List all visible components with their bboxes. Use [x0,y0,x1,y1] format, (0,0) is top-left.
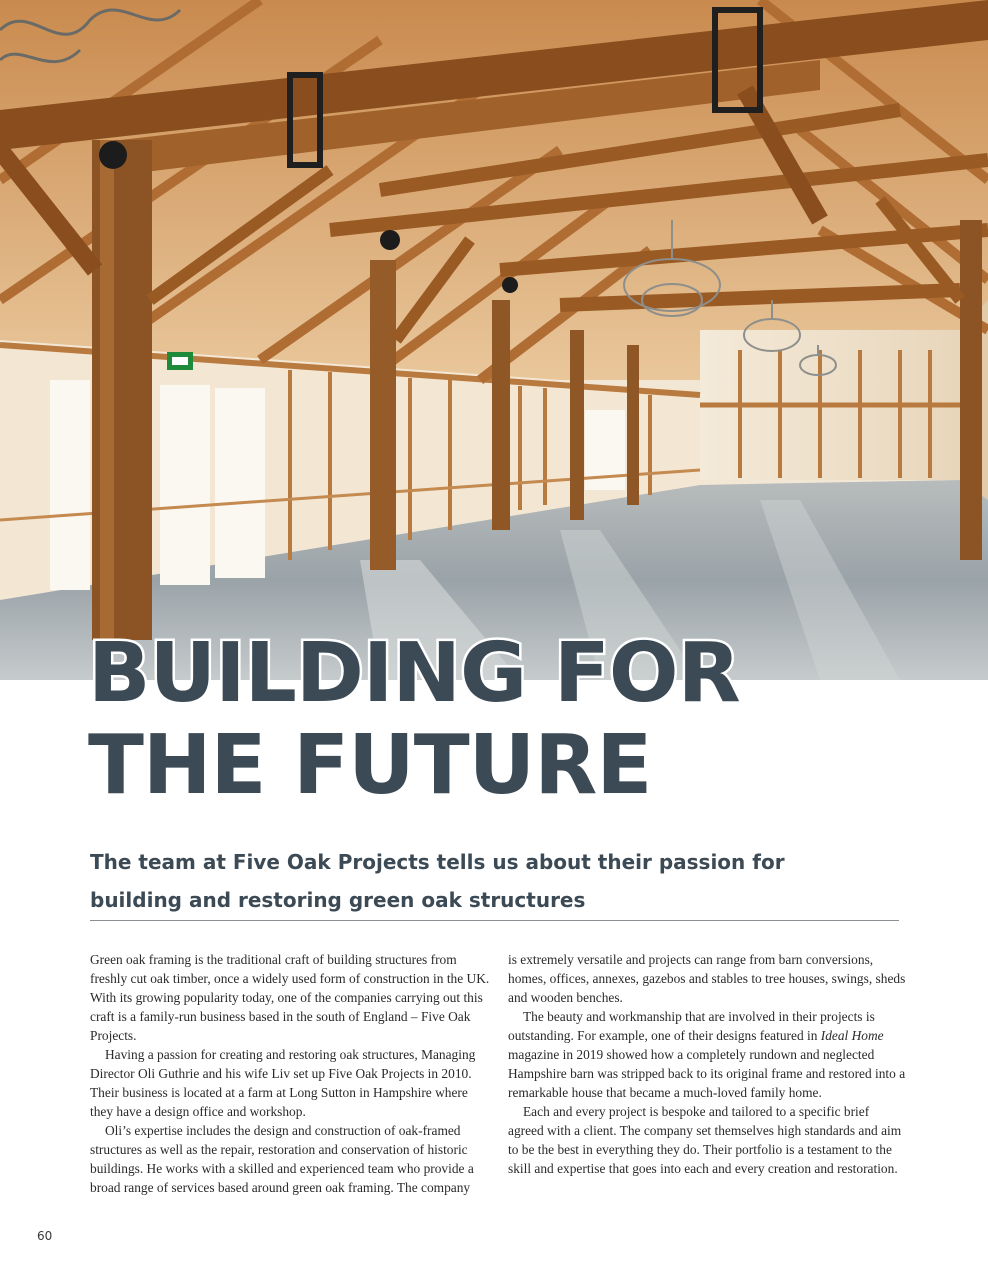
paragraph [508,1007,908,1102]
headline-line-2: THE FUTURE [88,718,652,813]
standfirst: The team at Five Oak Projects tells us about their passion for building and restoring green oak structures [90,850,785,912]
paragraph: is extremely versatile and projects can range from barn conversions, homes, offices, annexes, gazebos and stables to tree houses, swings, sheds and wooden benches. [508,952,906,1005]
headline [88,628,740,812]
body-column-right [508,950,908,1178]
page-number: 60 [37,1229,53,1243]
headline-line-1: BUILDING FOR [88,626,740,721]
paragraph: Having a passion for creating and restoring oak structures, Managing Director Oli Guthrie and his wife Liv set up Five Oak Projects in 2010. Their business is located at a farm at Long Sutton in Hampshire where they have a design office and workshop. [90,1047,476,1119]
body-column-left [90,950,490,1197]
paragraph: Oli’s expertise includes the design and construction of oak-framed structures as well as the repair, restoration and conservation of historic buildings. He works with a skilled and experienced team who provide a broad range of services based around green oak framing. The company [90,1123,474,1195]
paragraph: Green oak framing is the traditional craft of building structures from freshly cut oak timber, once a widely used form of construction in the UK. With its growing popularity today, one of the companies carrying out this craft is a family-run business based in the south of England – Five Oak Projects. [90,952,490,1043]
divider-rule [90,920,899,921]
magazine-title: Ideal Home [820,1028,884,1043]
paragraph-text: The beauty and workmanship that are involved in their projects is outstanding. For example, one of their designs featured in [508,1009,875,1043]
paragraph-text: magazine in 2019 showed how a completely rundown and neglected Hampshire barn was stripped back to its original frame and restored into a remarkable house that became a much-loved family home. [508,1047,906,1100]
paragraph: Each and every project is bespoke and tailored to a specific brief agreed with a client. The company set themselves high standards and aim to be the best in everything they do. Their portfolio is a testament to the skill and expertise that goes into each and every creation and restoration. [508,1104,902,1176]
